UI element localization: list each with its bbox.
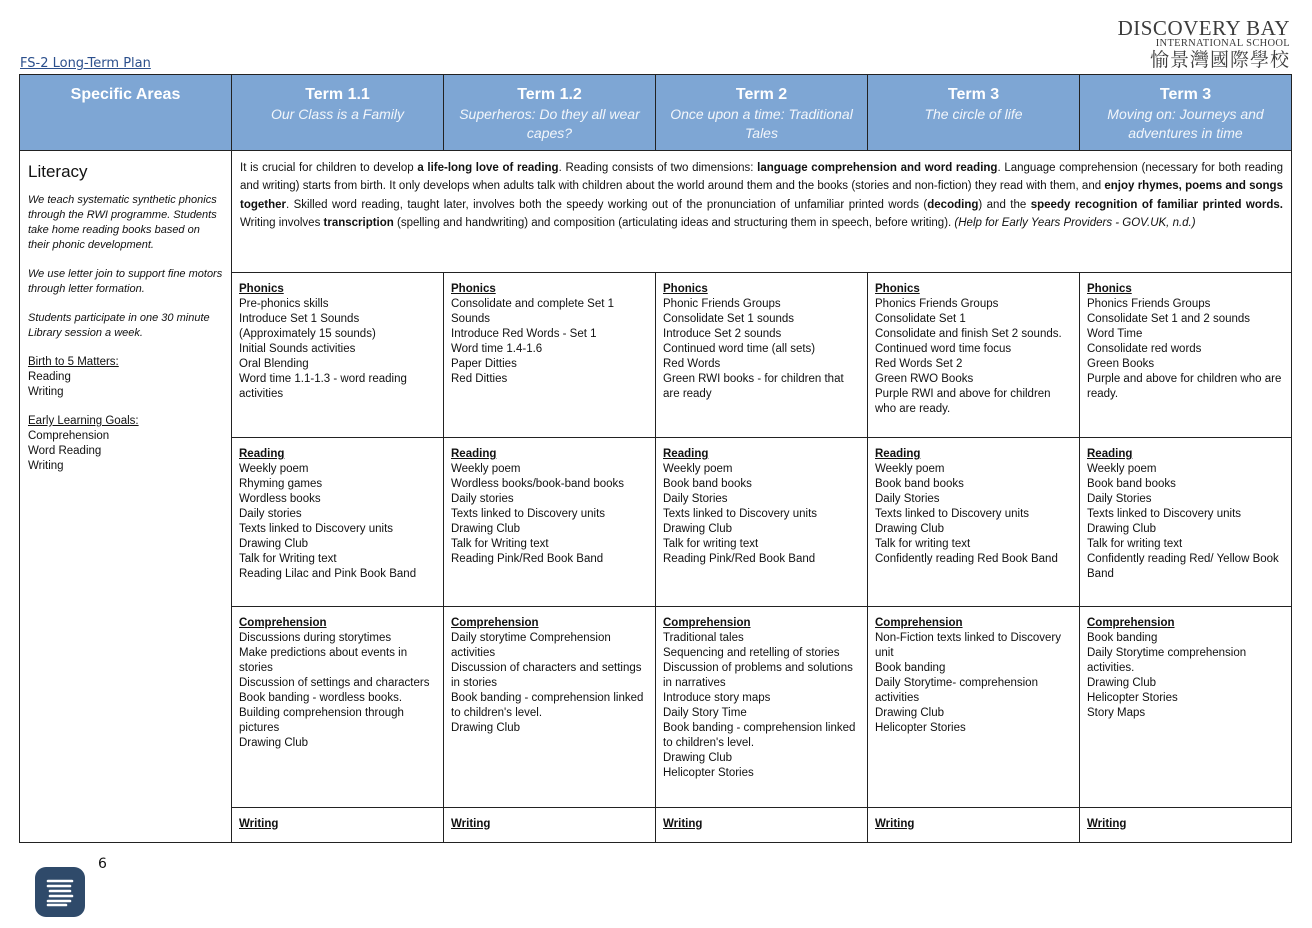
reading-item: Drawing Club [239, 538, 309, 550]
phonics-item: Word time 1.4-1.6 [451, 343, 543, 355]
intro-text: It is crucial for children to develop [240, 162, 418, 174]
writing-heading: Writing [875, 818, 915, 830]
comprehension-item: Daily storytime Comprehension activities [451, 632, 611, 659]
comprehension-item: Make predictions about events in stories [239, 647, 408, 674]
literacy-para-3: Students participate in one 30 minute Library session a week. [28, 312, 210, 339]
reading-item: Wordless books/book-band books [451, 478, 625, 490]
reading-heading: Reading [451, 448, 497, 460]
writing-cell [444, 808, 656, 843]
phonics-cell [444, 273, 656, 438]
reading-item: Weekly poem [451, 463, 521, 475]
phonics-item: Introduce Set 1 Sounds [239, 313, 360, 325]
document-title: FS-2 Long-Term Plan [20, 56, 151, 71]
phonics-item: Red Words Set 2 [875, 358, 963, 370]
reading-item: Talk for Writing text [451, 538, 549, 550]
reading-item: Texts linked to Discovery units [451, 508, 606, 520]
comprehension-item: Story Maps [1087, 707, 1146, 719]
long-term-plan-table [19, 74, 1292, 843]
phonics-item: (Approximately 15 sounds) [239, 328, 376, 340]
intro-bold: transcription [323, 216, 394, 229]
comprehension-item: Non-Fiction texts linked to Discovery unit [875, 632, 1061, 659]
phonics-item: Initial Sounds activities [239, 343, 356, 355]
reading-heading: Reading [875, 448, 921, 460]
elg-item: Writing [28, 460, 64, 472]
reading-item: Drawing Club [875, 523, 945, 535]
comprehension-item: Helicopter Stories [1087, 692, 1178, 704]
phonics-item: Green Books [1087, 358, 1155, 370]
reading-cell [868, 438, 1080, 607]
comprehension-item: Book banding - wordless books. [239, 692, 403, 704]
writing-cell [868, 808, 1080, 843]
term-title: Term 1.1 [305, 86, 370, 103]
literacy-para-2: We use letter join to support fine motors through letter formation. [28, 268, 223, 295]
writing-heading: Writing [239, 818, 279, 830]
comprehension-item: Discussion of characters and settings in stories [451, 662, 642, 689]
comprehension-heading: Comprehension [451, 617, 539, 629]
reading-cell [232, 438, 444, 607]
reading-item: Talk for writing text [1087, 538, 1183, 550]
birth-to-5-heading: Birth to 5 Matters: [28, 356, 119, 368]
literacy-title: Literacy [28, 162, 88, 181]
phonics-item: Phonics Friends Groups [1087, 298, 1211, 310]
birth-item: Writing [28, 386, 64, 398]
term-subtitle: The circle of life [924, 106, 1023, 122]
comprehension-item: Helicopter Stories [663, 767, 754, 779]
phonics-heading: Phonics [239, 283, 284, 295]
reading-item: Drawing Club [663, 523, 733, 535]
phonics-item: Consolidate Set 1 and 2 sounds [1087, 313, 1251, 325]
comprehension-heading: Comprehension [663, 617, 751, 629]
reading-item: Talk for Writing text [239, 553, 337, 565]
reading-item: Weekly poem [1087, 463, 1157, 475]
comprehension-cell [868, 607, 1080, 808]
reading-cell [444, 438, 656, 607]
term-title: Term 3 [947, 86, 1000, 103]
phonics-cell [232, 273, 444, 438]
comprehension-cell [232, 607, 444, 808]
writing-heading: Writing [663, 818, 703, 830]
comprehension-item: Book banding [875, 662, 946, 674]
comprehension-cell [656, 607, 868, 808]
reading-item: Book band books [875, 478, 964, 490]
comprehension-heading: Comprehension [1087, 617, 1175, 629]
comprehension-cell [444, 607, 656, 808]
reading-heading: Reading [1087, 448, 1133, 460]
phonics-item: Introduce Red Words - Set 1 [451, 328, 597, 340]
phonics-item: Paper Ditties [451, 358, 517, 370]
reading-item: Weekly poem [239, 463, 309, 475]
elg-heading: Early Learning Goals: [28, 415, 139, 427]
term-subtitle: Our Class is a Family [270, 106, 405, 122]
literacy-cell [20, 151, 232, 843]
term-title: Term 1.2 [517, 86, 582, 103]
reading-item: Reading Pink/Red Book Band [663, 553, 816, 565]
intro-citation: (Help for Early Years Providers - GOV.UK, n.d.) [954, 216, 1196, 229]
phonics-cell [868, 273, 1080, 438]
reading-item: Confidently reading Red/ Yellow Book Band [1087, 553, 1279, 580]
writing-cell [656, 808, 868, 843]
phonics-item: Red Words [663, 358, 721, 370]
intro-bold: a life-long love of reading [417, 162, 559, 174]
reading-item: Weekly poem [875, 463, 945, 475]
comprehension-item: Sequencing and retelling of stories [663, 647, 840, 659]
phonics-item: Green RWI books - for children that are ready [663, 373, 844, 400]
phonics-cell [1080, 273, 1292, 438]
comprehension-item: Discussion of settings and characters [239, 677, 430, 689]
comprehension-cell [1080, 607, 1292, 808]
term-subtitle: Moving on: Journeys and adventures in time [1107, 106, 1264, 141]
reading-item: Book band books [663, 478, 752, 490]
phonics-heading: Phonics [1087, 283, 1132, 295]
phonics-item: Green RWO Books [875, 373, 974, 385]
reading-cell [1080, 438, 1292, 607]
comprehension-item: Drawing Club [451, 722, 521, 734]
comprehension-item: Drawing Club [663, 752, 733, 764]
reading-heading: Reading [239, 448, 285, 460]
comprehension-item: Discussion of problems and solutions in narratives [663, 662, 853, 689]
intro-text: Writing involves [240, 216, 324, 229]
comprehension-item: Traditional tales [663, 632, 744, 644]
reading-item: Daily Stories [663, 493, 728, 505]
reading-item: Daily Stories [1087, 493, 1152, 505]
header-areas-label: Specific Areas [70, 86, 181, 103]
comprehension-item: Book banding - comprehension linked to children's level. [663, 722, 856, 749]
header-term-5 [1080, 75, 1292, 151]
header-row [20, 75, 1292, 151]
s-stripes-icon [44, 875, 76, 909]
school-logo [1118, 18, 1290, 71]
phonics-item: Phonics Friends Groups [875, 298, 999, 310]
phonics-heading: Phonics [875, 283, 920, 295]
comprehension-item: Introduce story maps [663, 692, 771, 704]
reading-item: Texts linked to Discovery units [663, 508, 818, 520]
intro-bold: speedy recognition of familiar printed words. [1030, 198, 1283, 211]
comprehension-item: Drawing Club [1087, 677, 1157, 689]
reading-item: Confidently reading Red Book Band [875, 553, 1058, 565]
term-title: Term 2 [735, 86, 788, 103]
phonics-item: Consolidate Set 1 [875, 313, 966, 325]
reading-item: Talk for writing text [663, 538, 759, 550]
phonics-heading: Phonics [451, 283, 496, 295]
intro-text: ) and the [978, 198, 1031, 211]
reading-heading: Reading [663, 448, 709, 460]
header-term-1 [232, 75, 444, 151]
phonics-item: Continued word time focus [875, 343, 1012, 355]
comprehension-item: Building comprehension through pictures [239, 707, 404, 734]
reading-item: Wordless books [239, 493, 321, 505]
comprehension-heading: Comprehension [875, 617, 963, 629]
reading-item: Reading Lilac and Pink Book Band [239, 568, 417, 580]
reading-item: Reading Pink/Red Book Band [451, 553, 604, 565]
comprehension-item: Helicopter Stories [875, 722, 966, 734]
reading-item: Drawing Club [1087, 523, 1157, 535]
reading-item: Talk for writing text [875, 538, 971, 550]
phonics-item: Word Time [1087, 328, 1143, 340]
phonics-item: Purple and above for children who are ready. [1087, 373, 1282, 400]
intro-text: . Reading consists of two dimensions: [558, 162, 758, 174]
comprehension-item: Daily Storytime- comprehension activities [875, 677, 1038, 704]
term-subtitle: Once upon a time: Traditional Tales [670, 106, 853, 141]
intro-row [20, 151, 1292, 273]
phonics-item: Consolidate and complete Set 1 Sounds [451, 298, 615, 325]
intro-bold: language comprehension and word reading [757, 162, 998, 174]
logo-line-2: INTERNATIONAL SCHOOL [1155, 38, 1290, 49]
phonics-item: Introduce Set 2 sounds [663, 328, 782, 340]
phonics-item: Red Ditties [451, 373, 508, 385]
elg-item: Word Reading [28, 445, 102, 457]
reading-item: Daily Stories [875, 493, 940, 505]
phonics-cell [656, 273, 868, 438]
reading-item: Daily stories [239, 508, 302, 520]
logo-line-3: 愉景灣國際學校 [1149, 49, 1290, 71]
term-title: Term 3 [1159, 86, 1212, 103]
header-term-4 [868, 75, 1080, 151]
reading-item: Texts linked to Discovery units [239, 523, 394, 535]
page-number: 6 [98, 856, 107, 872]
reading-item: Daily stories [451, 493, 514, 505]
phonics-heading: Phonics [663, 283, 708, 295]
phonics-item: Pre-phonics skills [239, 298, 329, 310]
reading-item: Book band books [1087, 478, 1176, 490]
term-subtitle: Superheros: Do they all wear capes? [459, 106, 640, 141]
elg-item: Comprehension [28, 430, 110, 442]
header-specific-areas [20, 75, 232, 151]
reading-item: Drawing Club [451, 523, 521, 535]
writing-cell [1080, 808, 1292, 843]
phonics-item: Oral Blending [239, 358, 309, 370]
comprehension-item: Book banding - comprehension linked to children's level. [451, 692, 644, 719]
phonics-item: Consolidate red words [1087, 343, 1202, 355]
intro-text: . Skilled word reading, taught later, involves both the speedy working out of the pronunciation of unfamiliar printed words ( [286, 198, 928, 211]
reading-item: Texts linked to Discovery units [875, 508, 1030, 520]
intro-text: . Language comprehension (necessary for both reading and writing) starts from birth. It only develops when adults talk with children about the world around them and the books (stories and non-fiction) they read with them, and [240, 162, 1283, 193]
writing-cell [232, 808, 444, 843]
writing-heading: Writing [1087, 818, 1127, 830]
literacy-intro [232, 151, 1292, 273]
comprehension-item: Daily Storytime comprehension activities. [1087, 647, 1247, 674]
comprehension-item: Drawing Club [239, 737, 309, 749]
comprehension-heading: Comprehension [239, 617, 327, 629]
header-term-2 [444, 75, 656, 151]
writing-heading: Writing [451, 818, 491, 830]
phonics-item: Word time 1.1-1.3 - word reading activities [239, 373, 407, 400]
phonics-item: Purple RWI and above for children who are ready. [875, 388, 1051, 415]
intro-bold: decoding [927, 198, 979, 211]
intro-text: (spelling and handwriting) and composition (articulating ideas and structuring them in speech, before writing). [393, 216, 955, 229]
phonics-item: Phonic Friends Groups [663, 298, 781, 310]
phonics-item: Continued word time (all sets) [663, 343, 816, 355]
phonics-item: Consolidate and finish Set 2 sounds. [875, 328, 1062, 340]
reading-cell [656, 438, 868, 607]
comprehension-item: Discussions during storytimes [239, 632, 392, 644]
comprehension-item: Drawing Club [875, 707, 945, 719]
header-term-3 [656, 75, 868, 151]
phonics-item: Consolidate Set 1 sounds [663, 313, 795, 325]
intro-bold: enjoy rhymes, poems and songs together [240, 180, 1283, 211]
logo-line-1: DISCOVERY BAY [1117, 16, 1290, 40]
literacy-para-1: We teach systematic synthetic phonics through the RWI programme. Students take home reading books based on their phonic development. [28, 194, 217, 251]
app-logo-icon[interactable] [35, 867, 85, 917]
comprehension-item: Book banding [1087, 632, 1158, 644]
comprehension-item: Daily Story Time [663, 707, 747, 719]
reading-item: Texts linked to Discovery units [1087, 508, 1242, 520]
birth-item: Reading [28, 371, 71, 383]
reading-item: Weekly poem [663, 463, 733, 475]
reading-item: Rhyming games [239, 478, 323, 490]
